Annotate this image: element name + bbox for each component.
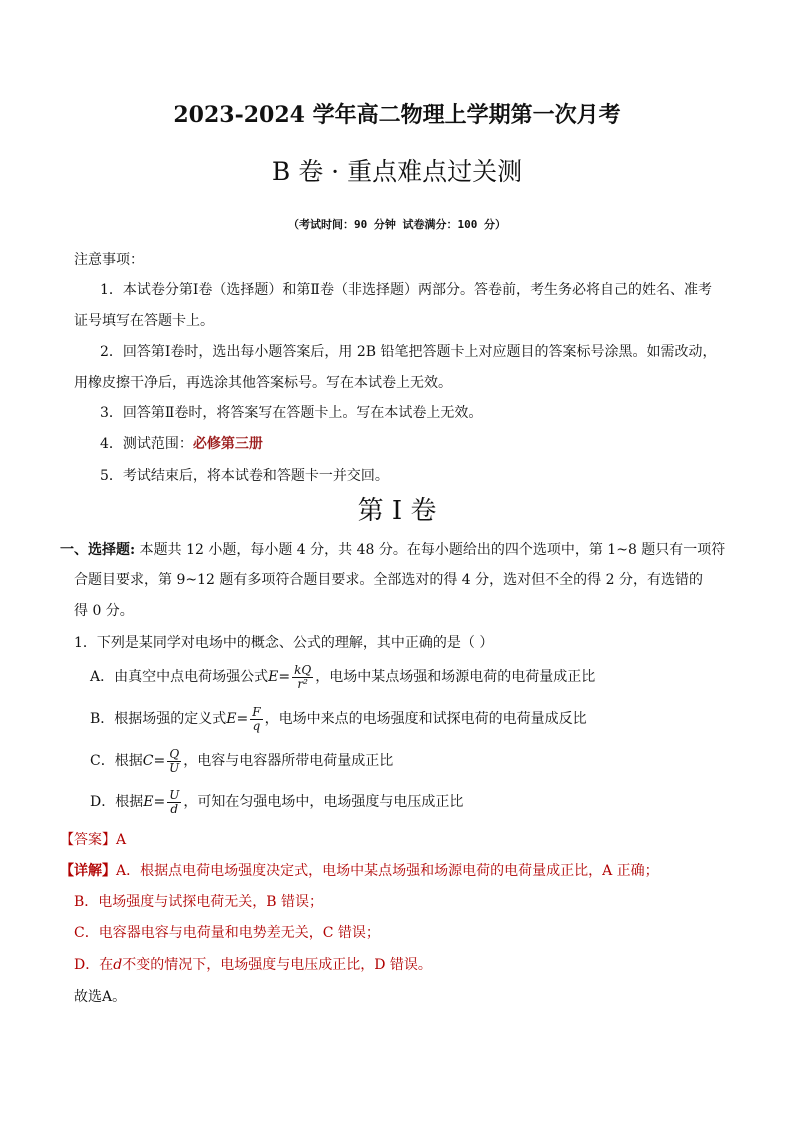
option-d: D．根据E= $\frac{U}{d}$ ，可知在匀强电场中，电场强度与电压成正比 bbox=[90, 787, 464, 816]
option-a: A．由真空中点电荷场强公式E= $\frac{kQ}{\text{r²}}$ ，电场中某点场强和场源电荷的电荷量成正比 bbox=[90, 662, 596, 691]
answer-label: 【答案】A bbox=[60, 832, 127, 848]
exam-time-score: （考试时间：90 分钟 试卷满分：100 分） bbox=[288, 218, 506, 231]
test-scope: 必修第三册 bbox=[192, 436, 263, 452]
note-4-label: 4．测试范围： bbox=[100, 436, 193, 452]
formula-fraction: $\frac{kQ}{\text{r²}}$ bbox=[294, 662, 312, 691]
answer-detail-2: B．电场强度与试探电荷无关，B 错误； bbox=[74, 894, 324, 910]
section-line-2: 合题目要求，第 9~12 题有多项符合题目要求。全部选对的得 4 分，选对但不全的得 2 分，有选错的 bbox=[74, 572, 703, 588]
note-3: 3．回答第Ⅱ卷时，将答案写在答题卡上。写在本试卷上无效。 bbox=[100, 405, 483, 421]
section-label: 一、选择题: bbox=[60, 542, 136, 558]
answer-detail-3: C．电容器电容与电荷量和电势差无关，C 错误； bbox=[74, 925, 380, 941]
note-2-line-2: 用橡皮擦干净后，再选涂其他答案标号。写在本试卷上无效。 bbox=[74, 375, 452, 391]
option-b: B．根据场强的定义式E= $\frac{F}{q}$ ，电场中来点的电场强度和试探电荷的电荷量成反比 bbox=[90, 704, 587, 733]
detail-label: 【详解】 bbox=[60, 863, 116, 879]
question-1-stem: 1．下列是某同学对电场中的概念、公式的理解，其中正确的是（ ） bbox=[74, 635, 494, 651]
answer-detail-1: 【详解】A．根据点电荷电场强度决定式，电场中某点场强和场源电荷的电荷量成正比，A 正确； bbox=[60, 863, 659, 879]
section-line-3: 得 0 分。 bbox=[74, 603, 134, 619]
option-c: C．根据C= $\frac{Q}{U}$ ，电容与电容器所带电荷量成正比 bbox=[90, 746, 394, 775]
notes-heading: 注意事项： bbox=[74, 252, 144, 268]
section-line-1 bbox=[60, 540, 725, 560]
formula-fraction: $\frac{Q}{U}$ bbox=[169, 746, 180, 775]
exam-title: 2023-2024 学年高二物理上学期第一次月考 bbox=[173, 102, 621, 128]
formula-fraction: $\frac{U}{d}$ bbox=[169, 787, 180, 816]
exam-subtitle: B 卷 · 重点难点过关测 bbox=[271, 157, 523, 186]
answer-conclusion: 故选A。 bbox=[74, 989, 127, 1005]
volume-title: 第 I 卷 bbox=[357, 496, 437, 526]
note-4 bbox=[100, 434, 263, 454]
note-2-line-1: 2．回答第Ⅰ卷时，选出每小题答案后，用 2B 铅笔把答题卡上对应题目的答案标号涂黑。如需改动， bbox=[100, 344, 717, 360]
note-5: 5．考试结束后，将本试卷和答题卡一并交回。 bbox=[100, 468, 389, 484]
note-1-line-2: 证号填写在答题卡上。 bbox=[74, 313, 214, 329]
formula-fraction: $\frac{F}{q}$ bbox=[252, 704, 261, 733]
section-instructions-1: 本题共 12 小题，每小题 4 分，共 48 分。在每小题给出的四个选项中，第 1~8 题只有一项符 bbox=[135, 542, 726, 558]
answer-detail-4: D．在d不变的情况下，电场强度与电压成正比，D 错误。 bbox=[74, 957, 432, 973]
note-1-line-1: 1．本试卷分第Ⅰ卷（选择题）和第Ⅱ卷（非选择题）两部分。答卷前，考生务必将自己的姓名、准考 bbox=[100, 282, 712, 298]
